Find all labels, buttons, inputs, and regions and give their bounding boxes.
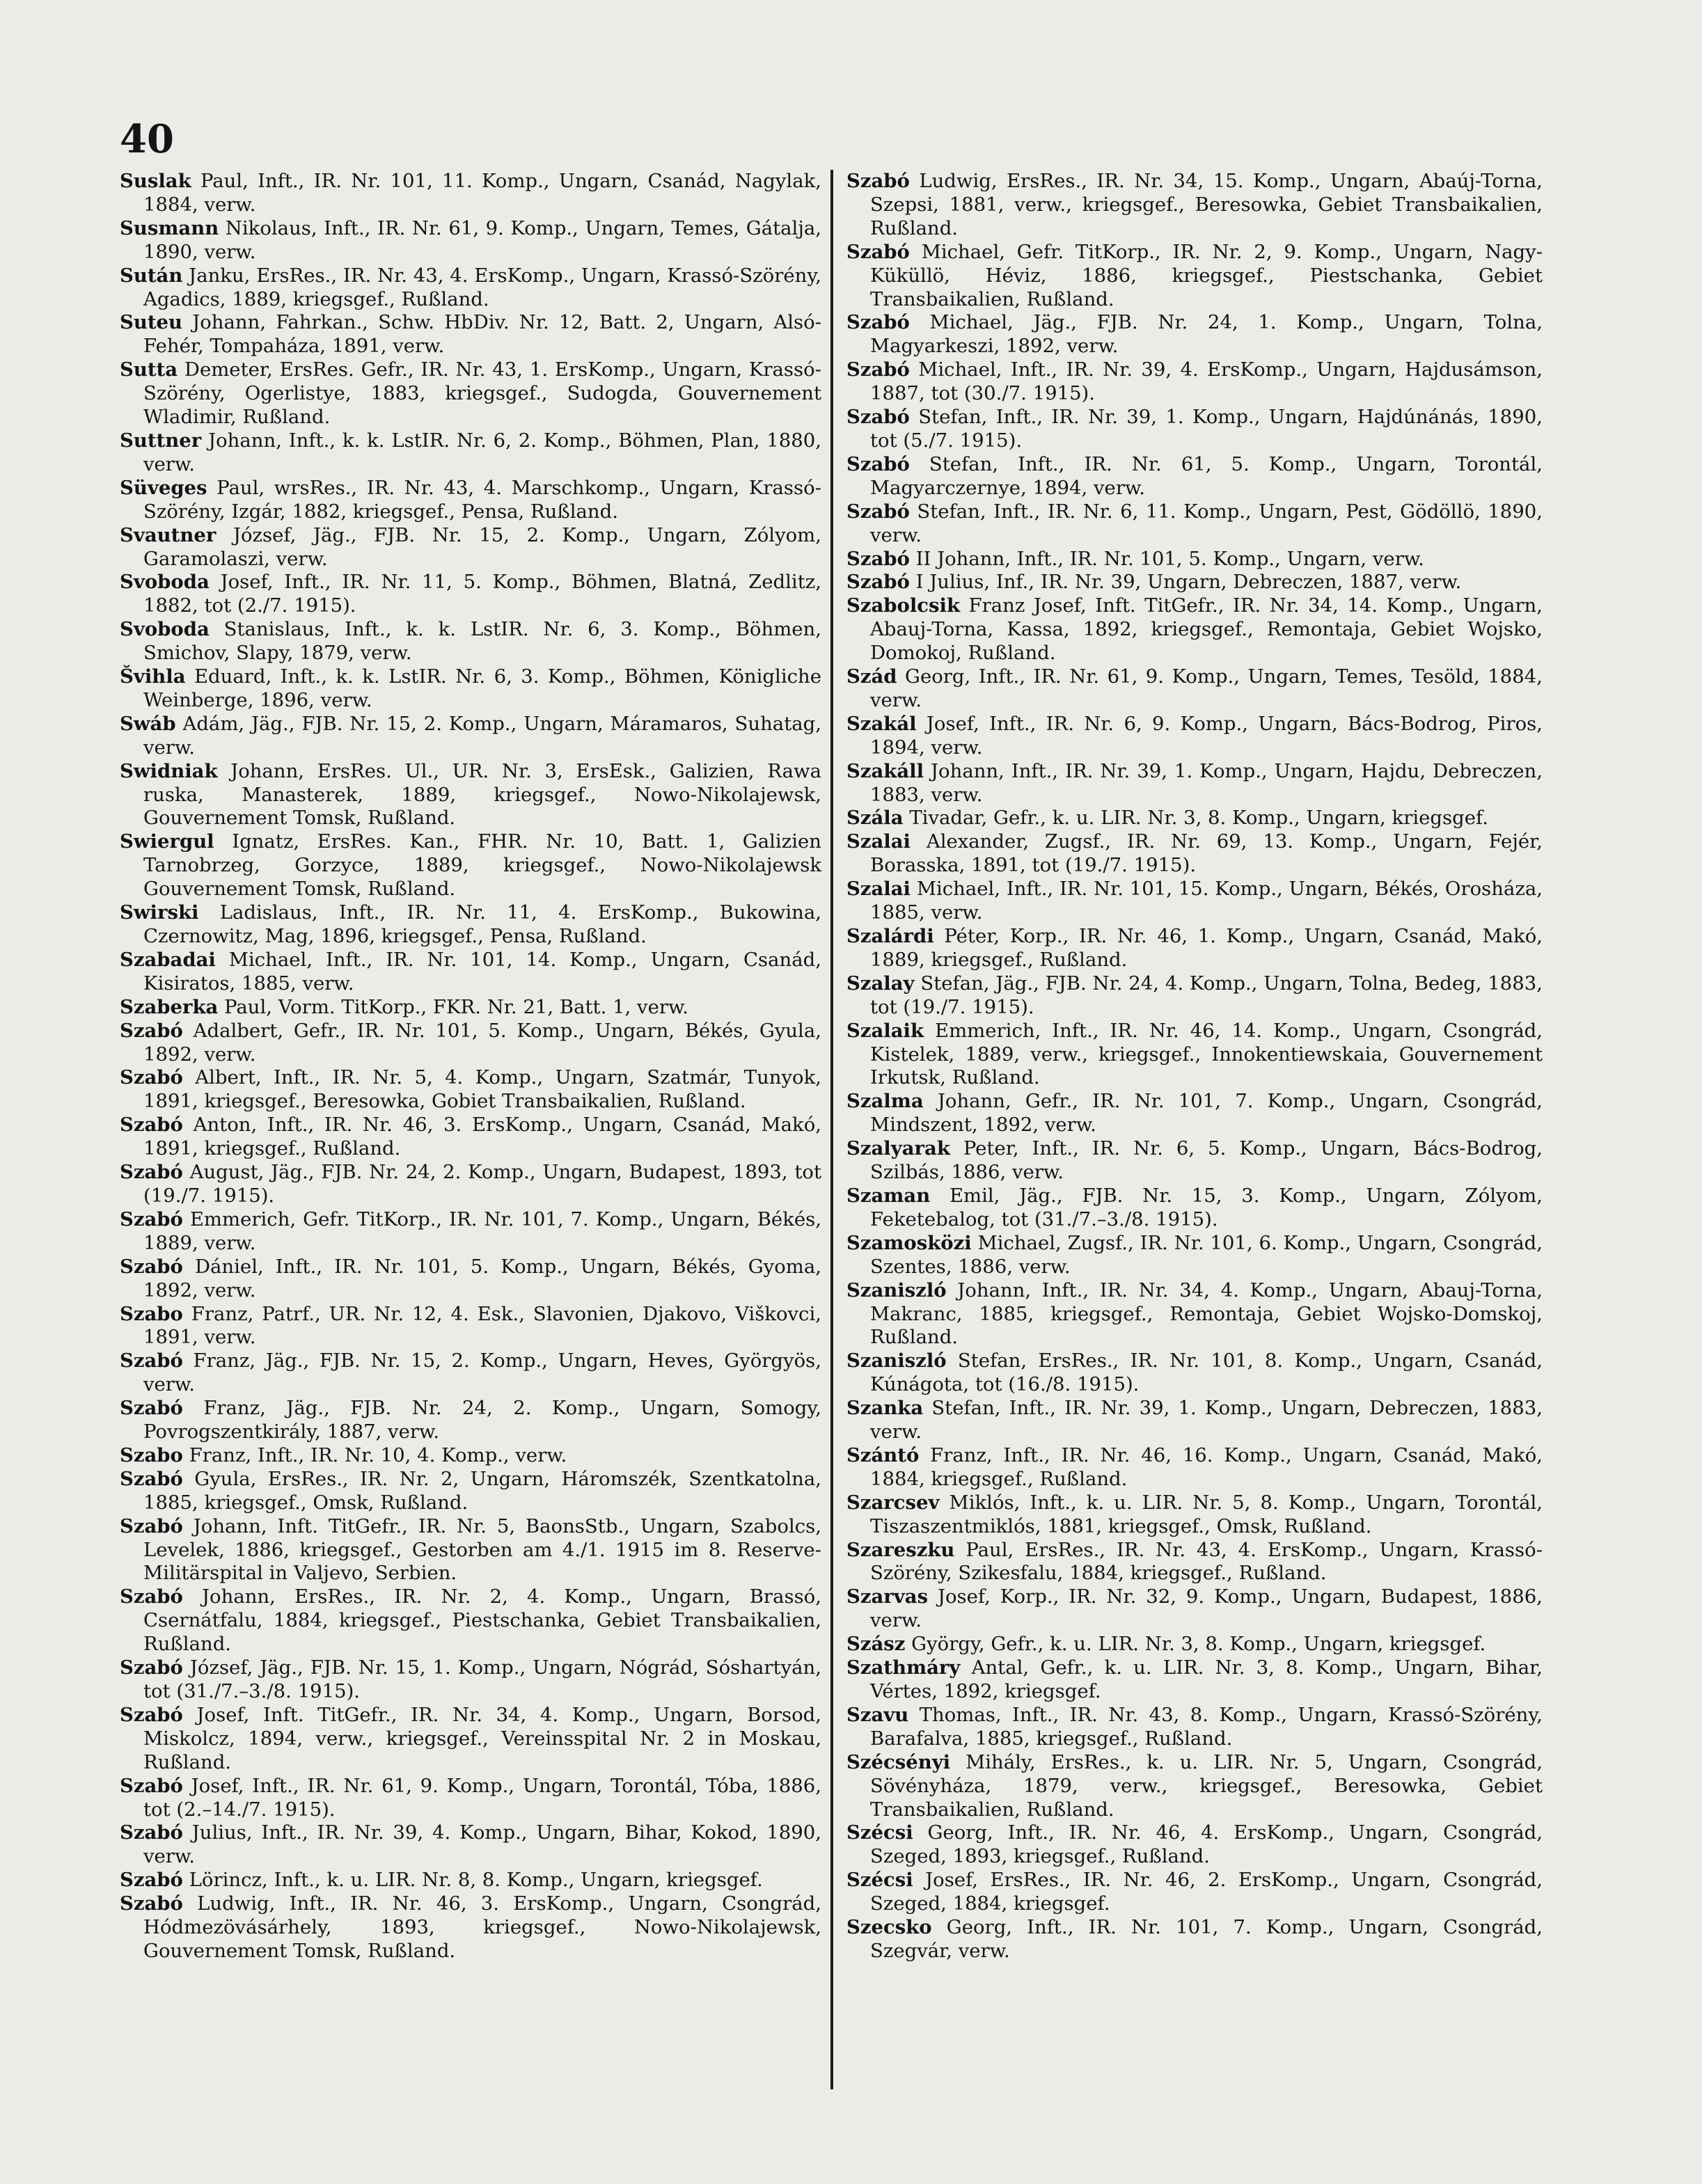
entry-surname: Szabó xyxy=(120,1467,183,1490)
list-entry xyxy=(120,618,821,665)
entry-details: Johann, Inft. TitGefr., IR. Nr. 5, BaonsStb., Ungarn, Szabolcs, Levelek, 1886, kriegsgef., Gestorben am 4./1. 1915 im 8. Reserve-Militärspital in Valjevo, Serbien. xyxy=(143,1514,821,1585)
entry-details: Ignatz, ErsRes. Kan., FHR. Nr. 10, Batt. 1, Galizien Tarnobrzeg, Gorzyce, 1889, kriegsgef., Nowo-Nikolajewsk Gouvernement Tomsk, Rußland. xyxy=(143,830,821,901)
list-entry xyxy=(120,665,821,713)
entry-details: Julius, Inft., IR. Nr. 39, 4. Komp., Ungarn, Bihar, Kokod, 1890, verw. xyxy=(143,1821,821,1868)
list-entry xyxy=(846,500,1543,548)
list-entry xyxy=(120,1161,821,1208)
entry-details: Emil, Jäg., FJB. Nr. 15, 3. Komp., Ungarn, Zólyom, Feketebalog, tot (31./7.–3./8. 1915). xyxy=(870,1184,1543,1231)
entry-details: Johann, Fahrkan., Schw. HbDiv. Nr. 12, Batt. 2, Ungarn, Alsó-Fehér, Tompaháza, 1891, verw. xyxy=(143,311,821,358)
list-entry xyxy=(846,1444,1543,1491)
list-entry xyxy=(120,1444,821,1468)
list-entry xyxy=(120,760,821,831)
entry-surname: Szabó xyxy=(846,500,910,523)
list-entry xyxy=(846,925,1543,972)
entry-details: Michael, Zugsf., IR. Nr. 101, 6. Komp., Ungarn, Csongrád, Szentes, 1886, verw. xyxy=(870,1231,1543,1278)
list-entry xyxy=(120,1515,821,1586)
list-entry xyxy=(846,311,1543,358)
entry-surname: Szabó xyxy=(120,1161,183,1184)
list-entry xyxy=(120,1303,821,1350)
list-entry xyxy=(120,477,821,524)
entry-details: Eduard, Inft., k. k. LstIR. Nr. 6, 3. Komp., Böhmen, Königliche Weinberge, 1896, verw. xyxy=(143,665,821,711)
entry-surname: Szabó xyxy=(120,1114,183,1137)
list-entry xyxy=(120,949,821,996)
entry-details: Johann, ErsRes. Ul., UR. Nr. 3, ErsEsk., Galizien, Rawa ruska, Manasterek, 1889, kriegsgef., Nowo-Nikolajewsk, Gouvernement Tomsk, Rußland. xyxy=(143,759,821,830)
list-entry xyxy=(846,1656,1543,1704)
list-entry xyxy=(120,1869,821,1892)
entry-details: Emmerich, Inft., IR. Nr. 46, 14. Komp., Ungarn, Csongrád, Kistelek, 1889, verw., kriegsgef., Innokentiewskaia, Gouvernement Irkutsk, Rußland. xyxy=(870,1019,1543,1089)
entry-details: Gyula, ErsRes., IR. Nr. 2, Ungarn, Háromszék, Szentkatolna, 1885, kriegsgef., Omsk, Rußland. xyxy=(143,1467,821,1514)
list-entry xyxy=(846,170,1543,241)
list-entry xyxy=(846,453,1543,500)
entry-surname: Szabó xyxy=(120,1774,183,1797)
entry-surname: Szécsi xyxy=(846,1869,913,1892)
entry-surname: Szanka xyxy=(846,1397,924,1420)
entry-surname: Szabó xyxy=(120,1350,183,1372)
entry-surname: Szabó xyxy=(846,571,910,594)
entry-surname: Szabó xyxy=(120,1585,183,1608)
entry-surname: Szamosközi xyxy=(846,1231,972,1254)
entry-surname: Suslak xyxy=(120,170,191,192)
list-entry xyxy=(120,358,821,429)
list-entry xyxy=(846,1350,1543,1397)
list-entry xyxy=(120,996,821,1020)
entry-details: Franz, Jäg., FJB. Nr. 24, 2. Komp., Ungarn, Somogy, Povrogszentkirály, 1887, verw. xyxy=(143,1397,821,1443)
entry-details: Franz, Inft., IR. Nr. 46, 16. Komp., Ungarn, Csanád, Makó, 1884, kriegsgef., Rußland. xyxy=(870,1443,1543,1490)
entry-surname: Szabó xyxy=(120,1066,183,1089)
entry-details: Franz, Patrf., UR. Nr. 12, 4. Esk., Slavonien, Djakovo, Viškovci, 1891, verw. xyxy=(143,1302,821,1349)
entry-surname: Szabó xyxy=(846,547,910,570)
entry-details: József, Jäg., FJB. Nr. 15, 2. Komp., Ungarn, Zólyom, Garamolaszi, verw. xyxy=(143,523,821,570)
entry-surname: Szabo xyxy=(120,1302,183,1325)
list-entry xyxy=(846,713,1543,760)
entry-details: Michael, Gefr. TitKorp., IR. Nr. 2, 9. Komp., Ungarn, Nagy-Küküllö, Héviz, 1886, kriegsgef., Piestschanka, Gebiet Transbaikalien, Rußland. xyxy=(870,240,1543,310)
list-entry xyxy=(846,571,1543,594)
list-entry xyxy=(846,1869,1543,1916)
list-entry xyxy=(846,1751,1543,1822)
entry-details: Stefan, Inft., IR. Nr. 39, 1. Komp., Ungarn, Debreczen, 1883, verw. xyxy=(870,1397,1543,1443)
list-entry xyxy=(120,713,821,760)
list-entry xyxy=(120,429,821,477)
left-column xyxy=(120,170,821,1963)
list-entry xyxy=(846,1585,1543,1633)
entry-details: Stefan, Inft., IR. Nr. 61, 5. Komp., Ungarn, Torontál, Magyarczernye, 1894, verw. xyxy=(870,452,1543,499)
entry-details: Alexander, Zugsf., IR. Nr. 69, 13. Komp., Ungarn, Fejér, Borasska, 1891, tot (19./7. 1915). xyxy=(870,830,1543,877)
list-entry xyxy=(120,1066,821,1114)
entry-details: Josef, ErsRes., IR. Nr. 46, 2. ErsKomp., Ungarn, Csongrád, Szeged, 1884, kriegsgef. xyxy=(870,1869,1543,1915)
entry-surname: Szaman xyxy=(846,1184,931,1207)
entry-details: Josef, Inft., IR. Nr. 61, 9. Komp., Ungarn, Torontál, Tóba, 1886, tot (2.–14./7. 1915). xyxy=(143,1774,821,1821)
entry-details: György, Gefr., k. u. LIR. Nr. 3, 8. Komp., Ungarn, kriegsgef. xyxy=(911,1633,1486,1656)
entry-surname: Szarvas xyxy=(846,1585,929,1608)
list-entry xyxy=(120,170,821,217)
entry-details: Emmerich, Gefr. TitKorp., IR. Nr. 101, 7. Komp., Ungarn, Békés, 1889, verw. xyxy=(143,1208,821,1254)
entry-surname: Susmann xyxy=(120,216,219,239)
list-entry xyxy=(120,1656,821,1704)
list-entry xyxy=(120,1585,821,1656)
entry-details: Georg, Inft., IR. Nr. 61, 9. Komp., Ungarn, Temes, Tesöld, 1884, verw. xyxy=(870,665,1543,711)
entry-surname: Szabó xyxy=(120,1656,183,1679)
entry-surname: Szalyarak xyxy=(846,1137,950,1160)
entry-details: Michael, Inft., IR. Nr. 101, 15. Komp., Ungarn, Békés, Orosháza, 1885, verw. xyxy=(870,878,1543,924)
entry-details: Josef, Korp., IR. Nr. 32, 9. Komp., Ungarn, Budapest, 1886, verw. xyxy=(870,1585,1543,1632)
entry-surname: Süveges xyxy=(120,476,207,499)
list-entry xyxy=(846,358,1543,406)
entry-surname: Swáb xyxy=(120,712,176,735)
entry-surname: Swirski xyxy=(120,901,199,924)
entry-surname: Szathmáry xyxy=(846,1656,961,1679)
list-entry xyxy=(846,1090,1543,1137)
entry-surname: Szalai xyxy=(846,830,911,853)
entry-details: Dániel, Inft., IR. Nr. 101, 5. Komp., Ungarn, Békés, Gyoma, 1892, verw. xyxy=(143,1255,821,1301)
list-entry xyxy=(846,972,1543,1020)
entry-details: Michael, Inft., IR. Nr. 39, 4. ErsKomp., Ungarn, Hajdusámson, 1887, tot (30./7. 1915). xyxy=(870,358,1543,405)
entry-details: Franz, Inft., IR. Nr. 10, 4. Komp., verw. xyxy=(189,1443,567,1466)
entry-details: Paul, wrsRes., IR. Nr. 43, 4. Marschkomp., Ungarn, Krassó-Szörény, Izgár, 1882, kriegsgef., Pensa, Rußland. xyxy=(143,476,821,523)
entry-details: Stefan, Jäg., FJB. Nr. 24, 4. Komp., Ungarn, Tolna, Bedeg, 1883, tot (19./7. 1915). xyxy=(870,972,1543,1018)
list-entry xyxy=(120,1397,821,1444)
entry-details: Josef, Inft., IR. Nr. 11, 5. Komp., Böhmen, Blatná, Zedlitz, 1882, tot (2./7. 1915). xyxy=(143,571,821,617)
entry-surname: Szabo xyxy=(120,1443,183,1466)
list-entry xyxy=(846,878,1543,925)
entry-details: Nikolaus, Inft., IR. Nr. 61, 9. Komp., Ungarn, Temes, Gátalja, 1890, verw. xyxy=(143,216,821,263)
entry-surname: Szalaik xyxy=(846,1019,924,1042)
entry-details: Ludwig, ErsRes., IR. Nr. 34, 15. Komp., Ungarn, Abaúj-Torna, Szepsi, 1881, verw., kriegsgef., Beresowka, Gebiet Transbaikalien, Rußland. xyxy=(870,170,1543,239)
list-entry xyxy=(120,1775,821,1822)
entry-surname: Sután xyxy=(120,264,183,287)
entry-details: Michael, Inft., IR. Nr. 101, 14. Komp., Ungarn, Csanád, Kisiratos, 1885, verw. xyxy=(143,948,821,995)
entry-details: Miklós, Inft., k. u. LIR. Nr. 5, 8. Komp., Ungarn, Torontál, Tiszaszentmiklós, 1881, kriegsgef., Omsk, Rußland. xyxy=(870,1491,1543,1537)
list-entry xyxy=(846,1137,1543,1185)
list-entry xyxy=(846,548,1543,571)
entry-details: Ludwig, Inft., IR. Nr. 46, 3. ErsKomp., Ungarn, Csongrád, Hódmezövásárhely, 1893, kriegsgef., Nowo-Nikolajewsk, Gouvernement Tomsk, Rußland. xyxy=(143,1892,821,1962)
column-divider xyxy=(830,170,833,2089)
list-entry xyxy=(846,665,1543,713)
entry-surname: Szabó xyxy=(120,1019,183,1042)
entry-details: Thomas, Inft., IR. Nr. 43, 8. Komp., Ungarn, Krassó-Szörény, Barafalva, 1885, kriegsgef., Rußland. xyxy=(870,1703,1543,1750)
entry-details: Josef, Inft., IR. Nr. 6, 9. Komp., Ungarn, Bács-Bodrog, Piros, 1894, verw. xyxy=(870,712,1543,759)
entry-details: Johann, Inft., IR. Nr. 34, 4. Komp., Ungarn, Abauj-Torna, Makranc, 1885, kriegsgef., Remontaja, Gebiet Wojsko-Domskoj, Rußland. xyxy=(870,1279,1543,1349)
list-entry xyxy=(120,1350,821,1397)
list-entry xyxy=(120,1704,821,1775)
entry-surname: Svoboda xyxy=(120,618,210,641)
entry-details: Paul, Inft., IR. Nr. 101, 11. Komp., Ungarn, Csanád, Nagylak, 1884, verw. xyxy=(143,170,821,216)
entry-surname: Szaniszló xyxy=(846,1350,947,1372)
entry-details: Franz Josef, Inft. TitGefr., IR. Nr. 34, 14. Komp., Ungarn, Abauj-Torna, Kassa, 1892, kriegsgef., Remontaja, Gebiet Wojsko, Domokoj, Rußland. xyxy=(870,594,1543,665)
entry-surname: Sutta xyxy=(120,358,178,381)
entry-details: Mihály, ErsRes., k. u. LIR. Nr. 5, Ungarn, Csongrád, Sövényháza, 1879, verw., kriegsgef., Beresowka, Gebiet Transbaikalien, Rußland. xyxy=(870,1750,1543,1821)
list-entry xyxy=(120,571,821,618)
entry-surname: Szabó xyxy=(846,452,910,475)
entry-surname: Szabó xyxy=(846,240,910,263)
entry-surname: Szabó xyxy=(120,1703,183,1726)
entry-details: Stefan, ErsRes., IR. Nr. 101, 8. Komp., Ungarn, Csanád, Kúnágota, tot (16./8. 1915). xyxy=(870,1350,1543,1396)
entry-details: Johann, Inft., k. k. LstIR. Nr. 6, 2. Komp., Böhmen, Plan, 1880, verw. xyxy=(143,429,821,475)
list-entry xyxy=(120,1892,821,1963)
list-entry xyxy=(120,524,821,571)
list-entry xyxy=(120,830,821,901)
entry-details: Stefan, Inft., IR. Nr. 6, 11. Komp., Ungarn, Pest, Gödöllö, 1890, verw. xyxy=(870,500,1543,546)
page-number: 40 xyxy=(120,116,174,162)
entry-surname: Szécsi xyxy=(846,1821,913,1844)
entry-details: Demeter, ErsRes. Gefr., IR. Nr. 43, 1. ErsKomp., Ungarn, Krassó-Szörény, Ogerlistye, 1883, kriegsgef., Sudogda, Gouvernement Wladimir, Rußland. xyxy=(143,358,821,429)
entry-details: II Johann, Inft., IR. Nr. 101, 5. Komp., Ungarn, verw. xyxy=(915,547,1424,570)
entry-details: I Julius, Inf., IR. Nr. 39, Ungarn, Debreczen, 1887, verw. xyxy=(915,571,1462,594)
list-entry xyxy=(846,1539,1543,1586)
entry-surname: Suttner xyxy=(120,429,202,452)
entry-surname: Szabó xyxy=(120,1514,183,1537)
entry-surname: Swiergul xyxy=(120,830,214,853)
entry-surname: Szareszku xyxy=(846,1538,955,1561)
list-entry xyxy=(846,760,1543,807)
entry-details: Antal, Gefr., k. u. LIR. Nr. 3, 8. Komp., Ungarn, Bihar, Vértes, 1892, kriegsgef. xyxy=(870,1656,1543,1702)
entry-surname: Szaniszló xyxy=(846,1279,947,1301)
entry-surname: Szabolcsik xyxy=(846,594,961,617)
list-entry xyxy=(846,830,1543,878)
entry-surname: Szalay xyxy=(846,972,915,995)
list-entry xyxy=(120,217,821,264)
entry-surname: Szalma xyxy=(846,1090,924,1113)
entry-surname: Szakáll xyxy=(846,759,924,782)
entry-surname: Szaberka xyxy=(120,995,219,1018)
entry-surname: Szántó xyxy=(846,1443,920,1466)
entry-surname: Szabó xyxy=(846,170,910,192)
list-entry xyxy=(846,1185,1543,1232)
list-entry xyxy=(846,406,1543,453)
entry-surname: Szabó xyxy=(120,1892,183,1915)
entry-surname: Svoboda xyxy=(120,571,210,594)
entry-details: Ladislaus, Inft., IR. Nr. 11, 4. ErsKomp., Bukowina, Czernowitz, Mag, 1896, kriegsgef., Pensa, Rußland. xyxy=(143,901,821,947)
list-entry xyxy=(120,1468,821,1515)
entry-details: Albert, Inft., IR. Nr. 5, 4. Komp., Ungarn, Szatmár, Tunyok, 1891, kriegsgef., Beresowka, Gobiet Transbaikalien, Rußland. xyxy=(143,1066,821,1113)
entry-details: August, Jäg., FJB. Nr. 24, 2. Komp., Ungarn, Budapest, 1893, tot (19./7. 1915). xyxy=(143,1161,822,1207)
list-entry xyxy=(846,1821,1543,1869)
list-entry xyxy=(846,1916,1543,1963)
entry-details: Paul, Vorm. TitKorp., FKR. Nr. 21, Batt. 1, verw. xyxy=(224,995,689,1018)
entry-surname: Szabó xyxy=(120,1821,183,1844)
entry-details: Adalbert, Gefr., IR. Nr. 101, 5. Komp., Ungarn, Békés, Gyula, 1892, verw. xyxy=(143,1019,821,1066)
entry-details: József, Jäg., FJB. Nr. 15, 1. Komp., Ungarn, Nógrád, Sóshartyán, tot (31./7.–3./8. 1915). xyxy=(143,1656,821,1702)
entry-surname: Švihla xyxy=(120,665,186,688)
entry-details: Johann, Gefr., IR. Nr. 101, 7. Komp., Ungarn, Csongrád, Mindszent, 1892, verw. xyxy=(870,1090,1543,1137)
list-entry xyxy=(846,1397,1543,1444)
list-entry xyxy=(120,311,821,358)
entry-surname: Szalai xyxy=(846,878,911,901)
entry-surname: Szabó xyxy=(846,406,910,429)
entry-surname: Swidniak xyxy=(120,759,218,782)
entry-surname: Szabó xyxy=(846,358,910,381)
entry-details: Peter, Inft., IR. Nr. 6, 5. Komp., Ungarn, Bács-Bodrog, Szilbás, 1886, verw. xyxy=(870,1137,1543,1184)
entry-surname: Suteu xyxy=(120,311,183,334)
entry-surname: Szabadai xyxy=(120,948,216,971)
list-entry xyxy=(846,1704,1543,1751)
entry-surname: Szabó xyxy=(120,1869,183,1892)
entry-details: Johann, ErsRes., IR. Nr. 2, 4. Komp., Ungarn, Brassó, Csernátfalu, 1884, kriegsgef., Piestschanka, Gebiet Transbaikalien, Rußland. xyxy=(143,1585,821,1656)
entry-surname: Szécsényi xyxy=(846,1750,951,1773)
list-entry xyxy=(846,1633,1543,1656)
entry-details: Franz, Jäg., FJB. Nr. 15, 2. Komp., Ungarn, Heves, Györgyös, verw. xyxy=(143,1350,821,1396)
entry-surname: Szakál xyxy=(846,712,917,735)
list-entry xyxy=(120,1821,821,1869)
entry-details: Stanislaus, Inft., k. k. LstIR. Nr. 6, 3. Komp., Böhmen, Smichov, Slapy, 1879, verw. xyxy=(143,618,822,665)
entry-details: Lörincz, Inft., k. u. LIR. Nr. 8, 8. Komp., Ungarn, kriegsgef. xyxy=(189,1869,763,1892)
list-entry xyxy=(120,1020,821,1067)
entry-surname: Szabó xyxy=(120,1208,183,1231)
list-entry xyxy=(846,241,1543,312)
entry-details: Adám, Jäg., FJB. Nr. 15, 2. Komp., Ungarn, Máramaros, Suhatag, verw. xyxy=(143,712,821,759)
list-entry xyxy=(846,1020,1543,1091)
entry-surname: Szabó xyxy=(846,311,910,334)
entry-surname: Szabó xyxy=(120,1397,183,1420)
list-entry xyxy=(120,1208,821,1256)
entry-details: Anton, Inft., IR. Nr. 46, 3. ErsKomp., Ungarn, Csanád, Makó, 1891, kriegsgef., Rußland. xyxy=(143,1114,821,1160)
entry-details: Paul, ErsRes., IR. Nr. 43, 4. ErsKomp., Ungarn, Krassó-Szörény, Szikesfalu, 1884, kriegsgef., Rußland. xyxy=(870,1538,1543,1585)
list-entry xyxy=(120,1114,821,1161)
entry-surname: Szalárdi xyxy=(846,925,934,947)
list-entry xyxy=(846,1232,1543,1279)
list-entry xyxy=(846,594,1543,665)
entry-details: Janku, ErsRes., IR. Nr. 43, 4. ErsKomp., Ungarn, Krassó-Szörény, Agadics, 1889, kriegsgef., Rußland. xyxy=(143,264,821,310)
entry-details: Johann, Inft., IR. Nr. 39, 1. Komp., Ungarn, Hajdu, Debreczen, 1883, verw. xyxy=(870,759,1543,806)
entry-surname: Szála xyxy=(846,807,904,830)
entry-details: Josef, Inft. TitGefr., IR. Nr. 34, 4. Komp., Ungarn, Borsod, Miskolcz, 1894, verw., kriegsgef., Vereinsspital Nr. 2 in Moskau, Rußland. xyxy=(143,1703,821,1773)
list-entry xyxy=(120,1256,821,1303)
entry-surname: Szabó xyxy=(120,1255,183,1278)
entry-details: Stefan, Inft., IR. Nr. 39, 1. Komp., Ungarn, Hajdúnánás, 1890, tot (5./7. 1915). xyxy=(870,406,1543,452)
entry-surname: Szavu xyxy=(846,1703,909,1726)
list-entry xyxy=(846,807,1543,830)
list-entry xyxy=(846,1491,1543,1539)
entry-details: Georg, Inft., IR. Nr. 101, 7. Komp., Ungarn, Csongrád, Szegvár, verw. xyxy=(870,1916,1543,1962)
entry-details: Georg, Inft., IR. Nr. 46, 4. ErsKomp., Ungarn, Csongrád, Szeged, 1893, kriegsgef., Rußland. xyxy=(870,1821,1543,1868)
entry-surname: Szecsko xyxy=(846,1916,932,1939)
entry-details: Péter, Korp., IR. Nr. 46, 1. Komp., Ungarn, Csanád, Makó, 1889, kriegsgef., Rußland. xyxy=(870,925,1543,971)
entry-surname: Szász xyxy=(846,1633,906,1656)
list-entry xyxy=(120,264,821,312)
entry-details: Michael, Jäg., FJB. Nr. 24, 1. Komp., Ungarn, Tolna, Magyarkeszi, 1892, verw. xyxy=(870,311,1543,358)
entry-surname: Szarcsev xyxy=(846,1491,940,1514)
list-entry xyxy=(120,901,821,949)
right-column xyxy=(846,170,1543,1963)
entry-surname: Svautner xyxy=(120,523,216,546)
list-entry xyxy=(846,1279,1543,1350)
entry-surname: Szád xyxy=(846,665,897,688)
entry-details: Tivadar, Gefr., k. u. LIR. Nr. 3, 8. Komp., Ungarn, kriegsgef. xyxy=(909,807,1488,830)
